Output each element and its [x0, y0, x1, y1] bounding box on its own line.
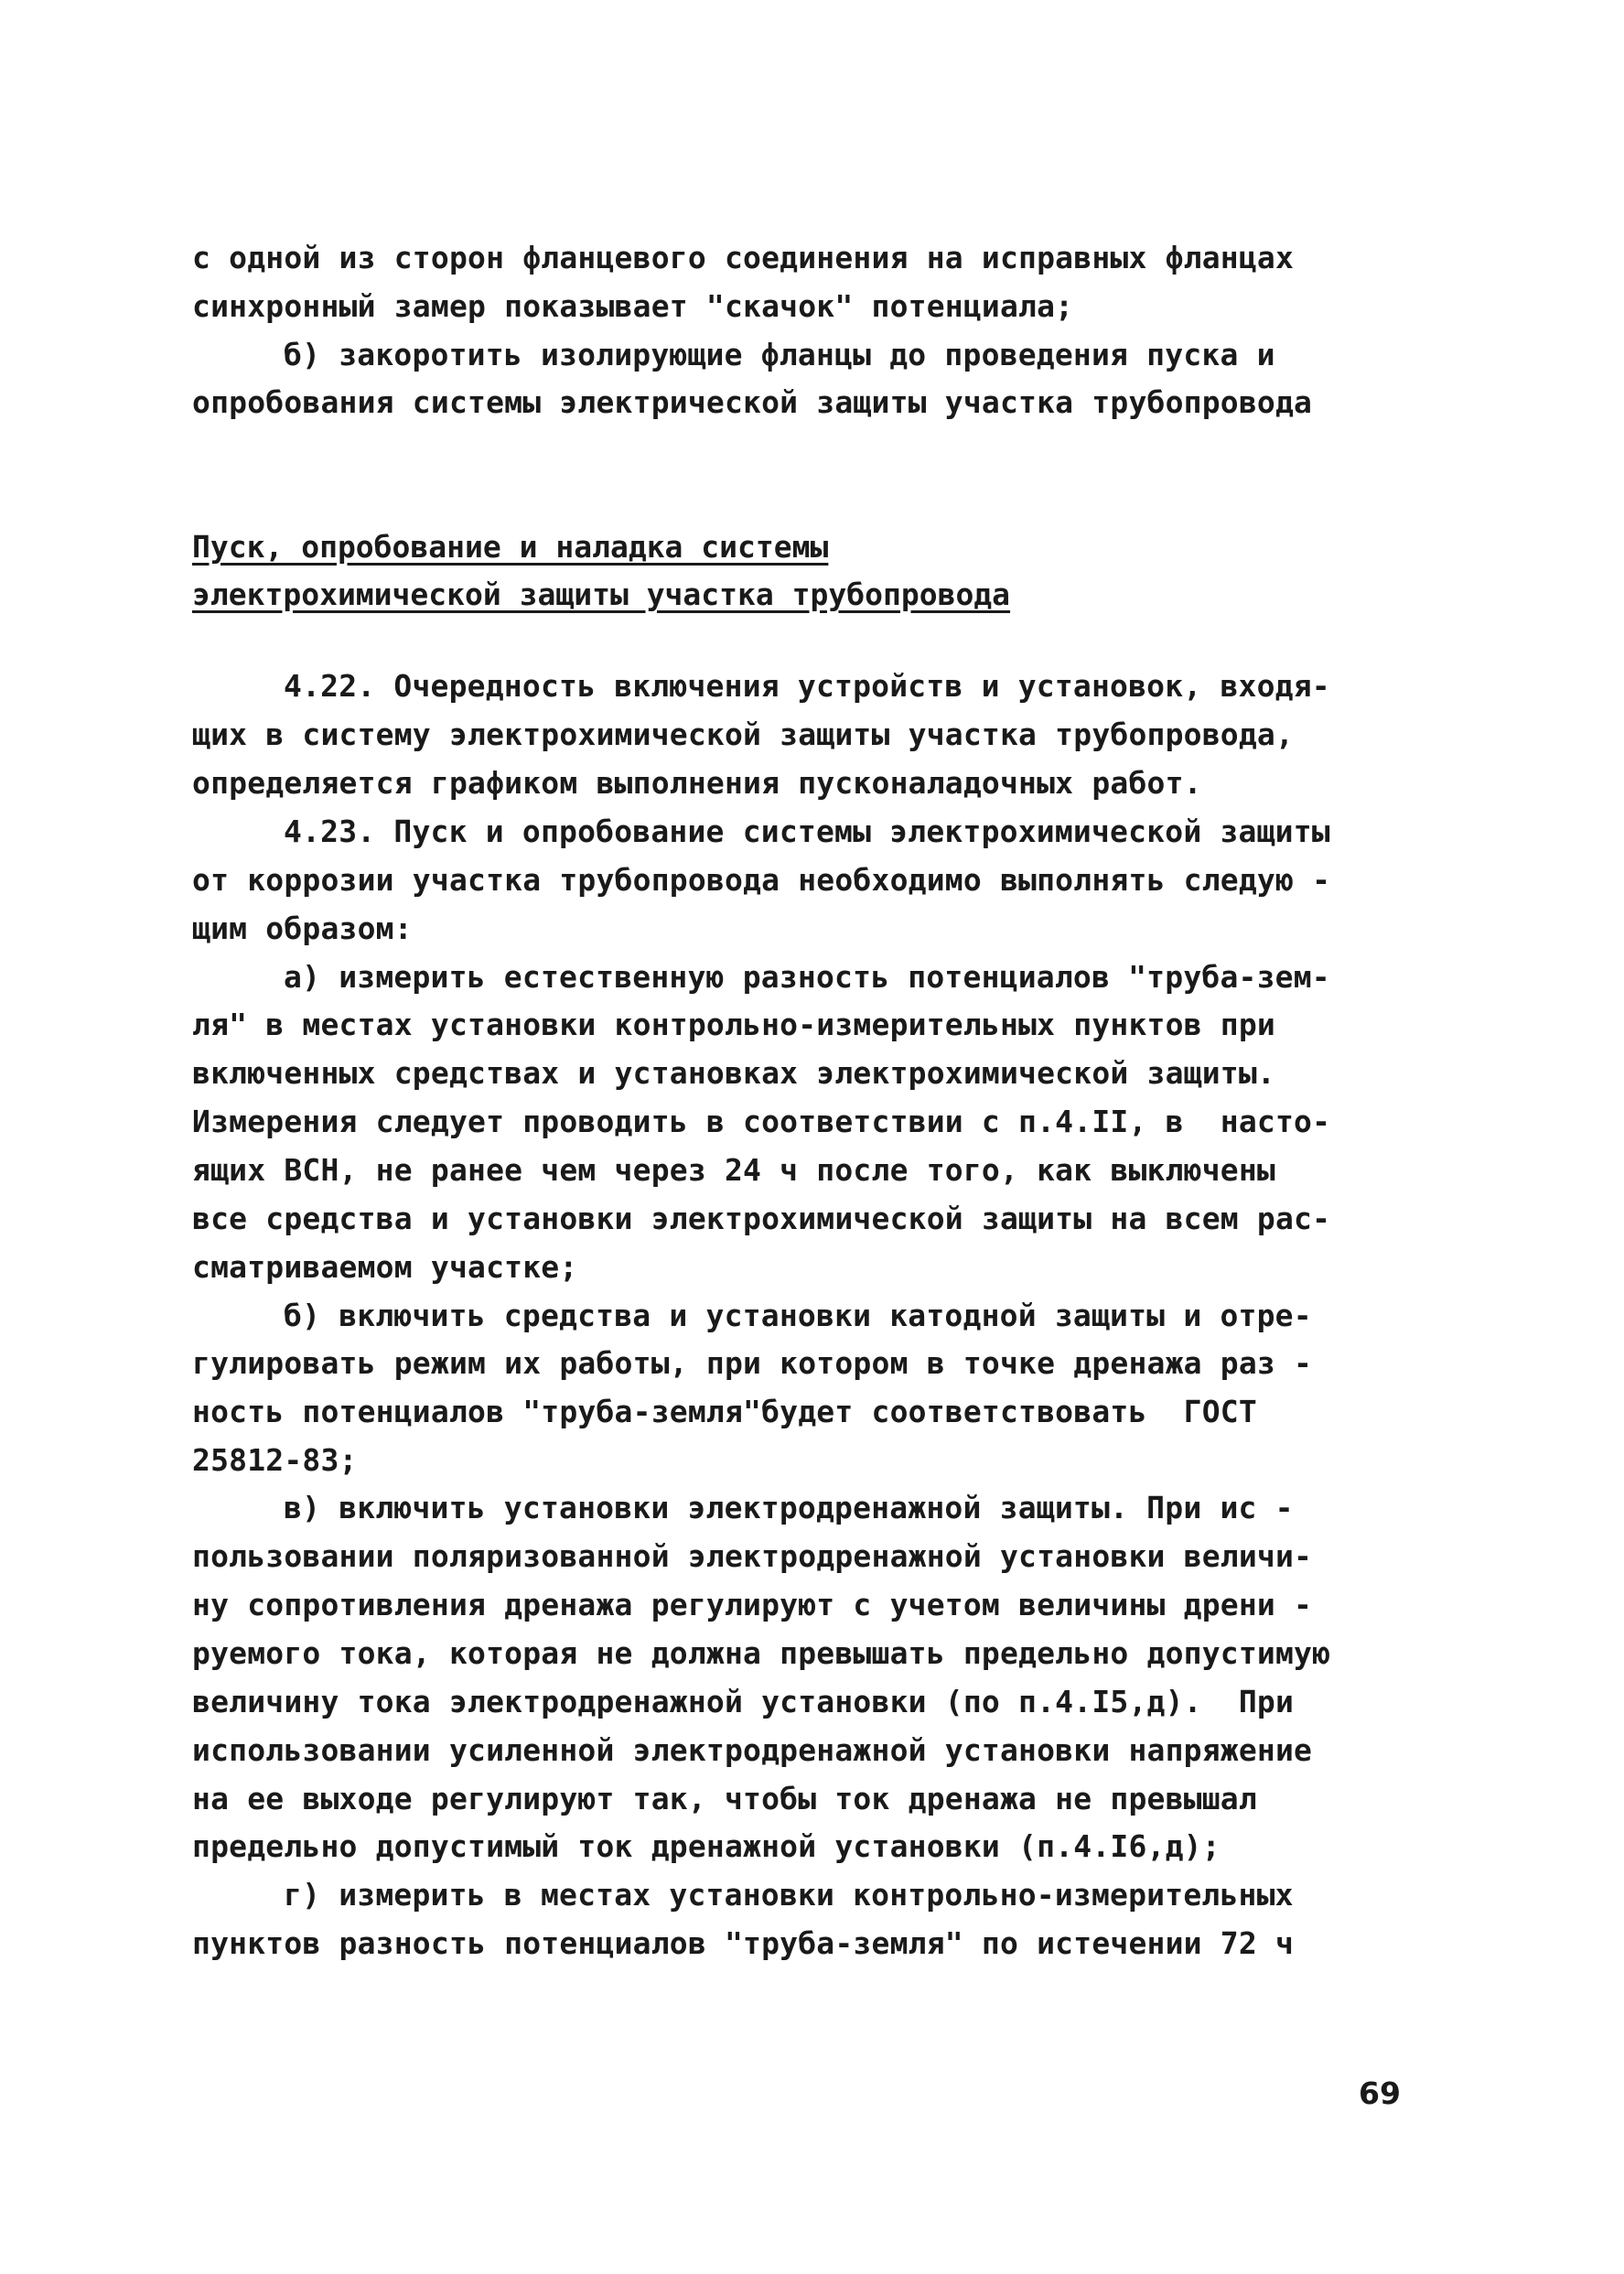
text-line: ность потенциалов "труба-земля"будет соответствовать ГОСТ	[192, 1394, 1257, 1429]
page-number: 69	[1359, 2075, 1401, 2111]
text-line: включенных средствах и установках электрохимической защиты.	[192, 1055, 1275, 1091]
text-line: ля" в местах установки контрольно-измерительных пунктов при	[192, 1007, 1275, 1042]
text-line: гулировать режим их работы, при котором в точке дренажа раз -	[192, 1345, 1313, 1381]
section-heading: Пуск, опробование и наладка системы	[192, 529, 829, 565]
clause-4-23: 4.23. Пуск и опробование системы электрохимической защиты	[284, 814, 1330, 849]
clause-4-22: 4.22. Очередность включения устройств и установок, входя-	[284, 668, 1330, 704]
text-line: сматриваемом участке;	[192, 1249, 578, 1285]
text-line: от коррозии участка трубопровода необходимо выполнять следую -	[192, 862, 1331, 898]
section-heading: электрохимической защиты участка трубопровода	[192, 577, 1011, 612]
text-line: руемого тока, которая не должна превышать предельно допустимую	[192, 1635, 1331, 1671]
text-line: величину тока электродренажной установки (по п.4.I5,д). При	[192, 1684, 1295, 1719]
text-line: б) закоротить изолирующие фланцы до проведения пуска и	[284, 337, 1275, 372]
text-line: щих в систему электрохимической защиты участка трубопровода,	[192, 717, 1295, 752]
text-line: предельно допустимый ток дренажной установки (п.4.I6,д);	[192, 1828, 1221, 1864]
text-line: щим образом:	[192, 911, 413, 946]
text-line: пунктов разность потенциалов "труба-земля" по истечении 72 ч	[192, 1925, 1295, 1961]
list-item-g: г) измерить в местах установки контрольно-измерительных	[284, 1877, 1294, 1913]
text-line: на ее выходе регулируют так, чтобы ток дренажа не превышал	[192, 1781, 1257, 1816]
text-line: опробования системы электрической защиты участка трубопровода	[192, 384, 1313, 420]
text-line: использовании усиленной электродренажной установки напряжение	[192, 1732, 1313, 1768]
list-item-a: а) измерить естественную разность потенциалов "труба-зем-	[284, 959, 1330, 995]
text-line: пользовании поляризованной электродренажной установки величи-	[192, 1538, 1313, 1574]
text-line: синхронный замер показывает "скачок" потенциала;	[192, 288, 1074, 324]
text-line: Измерения следует проводить в соответствии с п.4.II, в насто-	[192, 1104, 1331, 1139]
text-line: все средства и установки электрохимической защиты на всем рас-	[192, 1201, 1331, 1236]
list-item-v: в) включить установки электродренажной защиты. При ис -	[284, 1490, 1294, 1525]
list-item-b: б) включить средства и установки катодной защиты и отре-	[284, 1298, 1312, 1333]
text-line: определяется графиком выполнения пусконаладочных работ.	[192, 765, 1202, 801]
text-line: с одной из сторон фланцевого соединения на исправных фланцах	[192, 240, 1295, 275]
text-line: ящих ВСН, не ранее чем через 24 ч после того, как выключены	[192, 1152, 1275, 1188]
text-line: ну сопротивления дренажа регулируют с учетом величины дрени -	[192, 1587, 1313, 1622]
text-line: 25812-83;	[192, 1442, 358, 1478]
